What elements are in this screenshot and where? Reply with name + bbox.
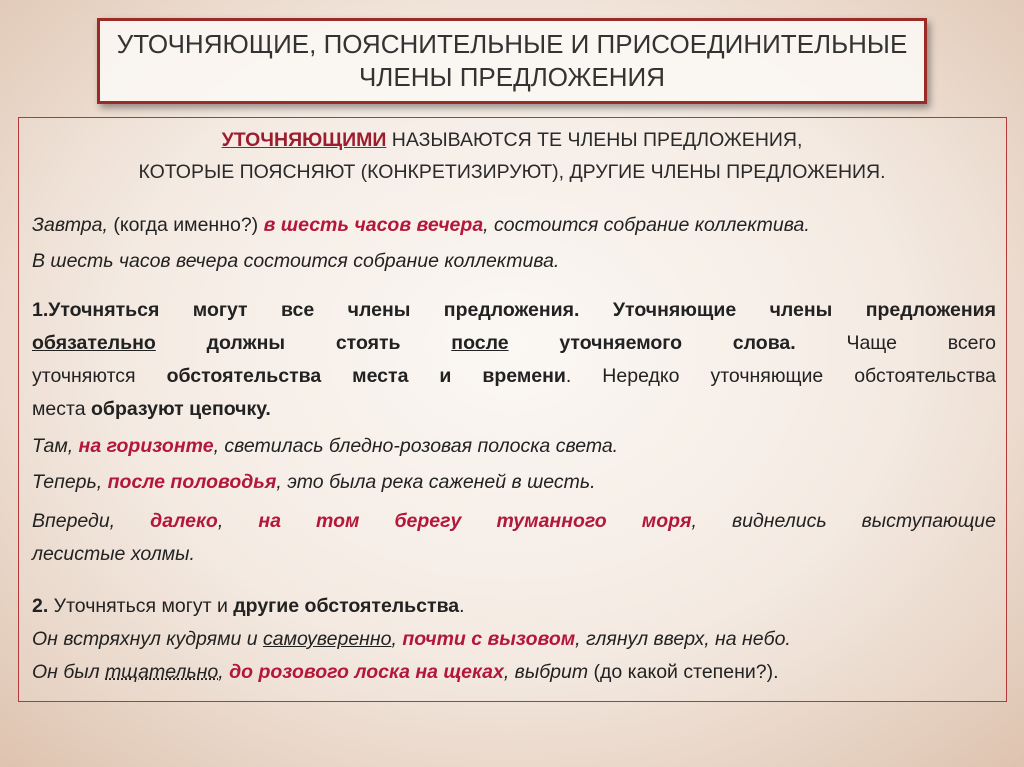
example-7-clarifier: до розового лоска на щеках [229,661,504,683]
rule-1-line-1 [32,294,996,327]
example-1-clarifier: в шесть часов вечера [263,214,484,236]
example-6 [32,628,791,651]
rule-1-l2-g: всего [947,332,997,354]
rule-2-b: другие обстоятельства [233,595,460,617]
example-3-a: Там, [32,435,79,457]
example-6-c: , [391,628,403,650]
example-7-e: , выбрит [503,661,589,683]
example-1 [32,214,810,237]
rule-1-paragraph [32,294,996,426]
slide-title-line-1: УТОЧНЯЮЩИЕ, ПОЯСНИТЕЛЬНЫЕ И ПРИСОЕДИНИТЕЛЬНЫЕ [116,29,908,59]
example-7 [32,661,779,684]
rule-1-l1-b: Уточняющие члены предложения [612,299,996,321]
rule-1-l3-a: уточняются [32,365,167,387]
example-7-a: Он был [32,661,106,683]
example-2-text: В шесть часов вечера состоится собрание коллектива. [32,250,560,272]
rule-1-l3-b: обстоятельства места и времени [166,365,566,387]
rule-1-l2-f: Чаще [846,332,897,354]
example-6-clarifier: почти с вызовом [402,628,576,650]
example-5-line-1 [32,505,996,538]
rule-1-l3-c: . Нередко уточняющие обстоятельства [565,365,996,387]
slide-title-line-2: ЧЛЕНЫ ПРЕДЛОЖЕНИЯ [358,62,666,92]
example-3-clarifier: на горизонте [78,435,214,457]
example-6-a: Он встряхнул кудрями и [32,628,263,650]
definition-block [0,124,1024,188]
rule-1-l4-a: места [32,398,91,420]
rule-2-a: Уточняться могут и [48,595,234,617]
example-7-dotted-word: тщательно [105,661,219,683]
example-5-comma: , [217,510,224,532]
example-2 [32,250,559,273]
rule-1-l2-after: после [451,332,509,354]
rule-2 [32,595,465,618]
example-5-line-2 [32,538,996,571]
example-5-clarifier-1: далеко [150,510,218,532]
example-7-c: , [218,661,230,683]
rule-1-l2-b: должны [206,332,286,354]
example-5-a: Впереди, [32,510,116,532]
rule-1-line-4 [32,393,996,426]
rule-2-c: . [459,595,465,617]
example-4-c: , это была река саженей в шесть. [276,471,596,493]
definition-line-2: КОТОРЫЕ ПОЯСНЯЮТ (КОНКРЕТИЗИРУЮТ), ДРУГИЕ ЧЛЕНЫ ПРЕДЛОЖЕНИЯ. [138,161,886,183]
rule-1-l2-c: стоять [335,332,401,354]
example-4-clarifier: после половодья [107,471,277,493]
example-5-line-2-text: лесистые холмы. [32,543,195,565]
slide-title-box [97,18,927,104]
example-7-question: (до какой степени?). [588,661,779,683]
rule-1-l4-b: образуют цепочку. [90,398,271,420]
example-3 [32,435,618,458]
example-4-a: Теперь, [32,471,108,493]
rule-1-l1-a: 1.Уточняться могут все члены предложения. [32,299,580,321]
example-5-e: , виднелись выступающие [691,510,996,532]
definition-line-1 [0,124,1024,156]
example-6-underlined-word: самоуверенно [262,628,392,650]
example-5 [32,505,996,571]
example-1-part-d: , состоится собрание коллектива. [483,214,810,236]
rule-1-l2-obligatory: обязательно [32,332,156,354]
definition-line-1-rest: НАЗЫВАЮТСЯ ТЕ ЧЛЕНЫ ПРЕДЛОЖЕНИЯ, [386,129,803,151]
example-5-clarifier-2: на том берегу туманного моря [258,510,692,532]
example-4 [32,471,596,494]
example-1-question: (когда именно?) [107,214,264,236]
rule-1-l2-e: уточняемого слова. [559,332,796,354]
example-3-c: , светилась бледно-розовая полоска света. [213,435,619,457]
rule-2-number: 2. [32,595,49,617]
example-1-part-a: Завтра, [32,214,108,236]
definition-term: УТОЧНЯЮЩИМИ [221,129,387,151]
example-6-e: , глянул вверх, на небо. [575,628,791,650]
rule-1-line-3 [32,360,996,393]
rule-1-line-2 [32,327,996,360]
